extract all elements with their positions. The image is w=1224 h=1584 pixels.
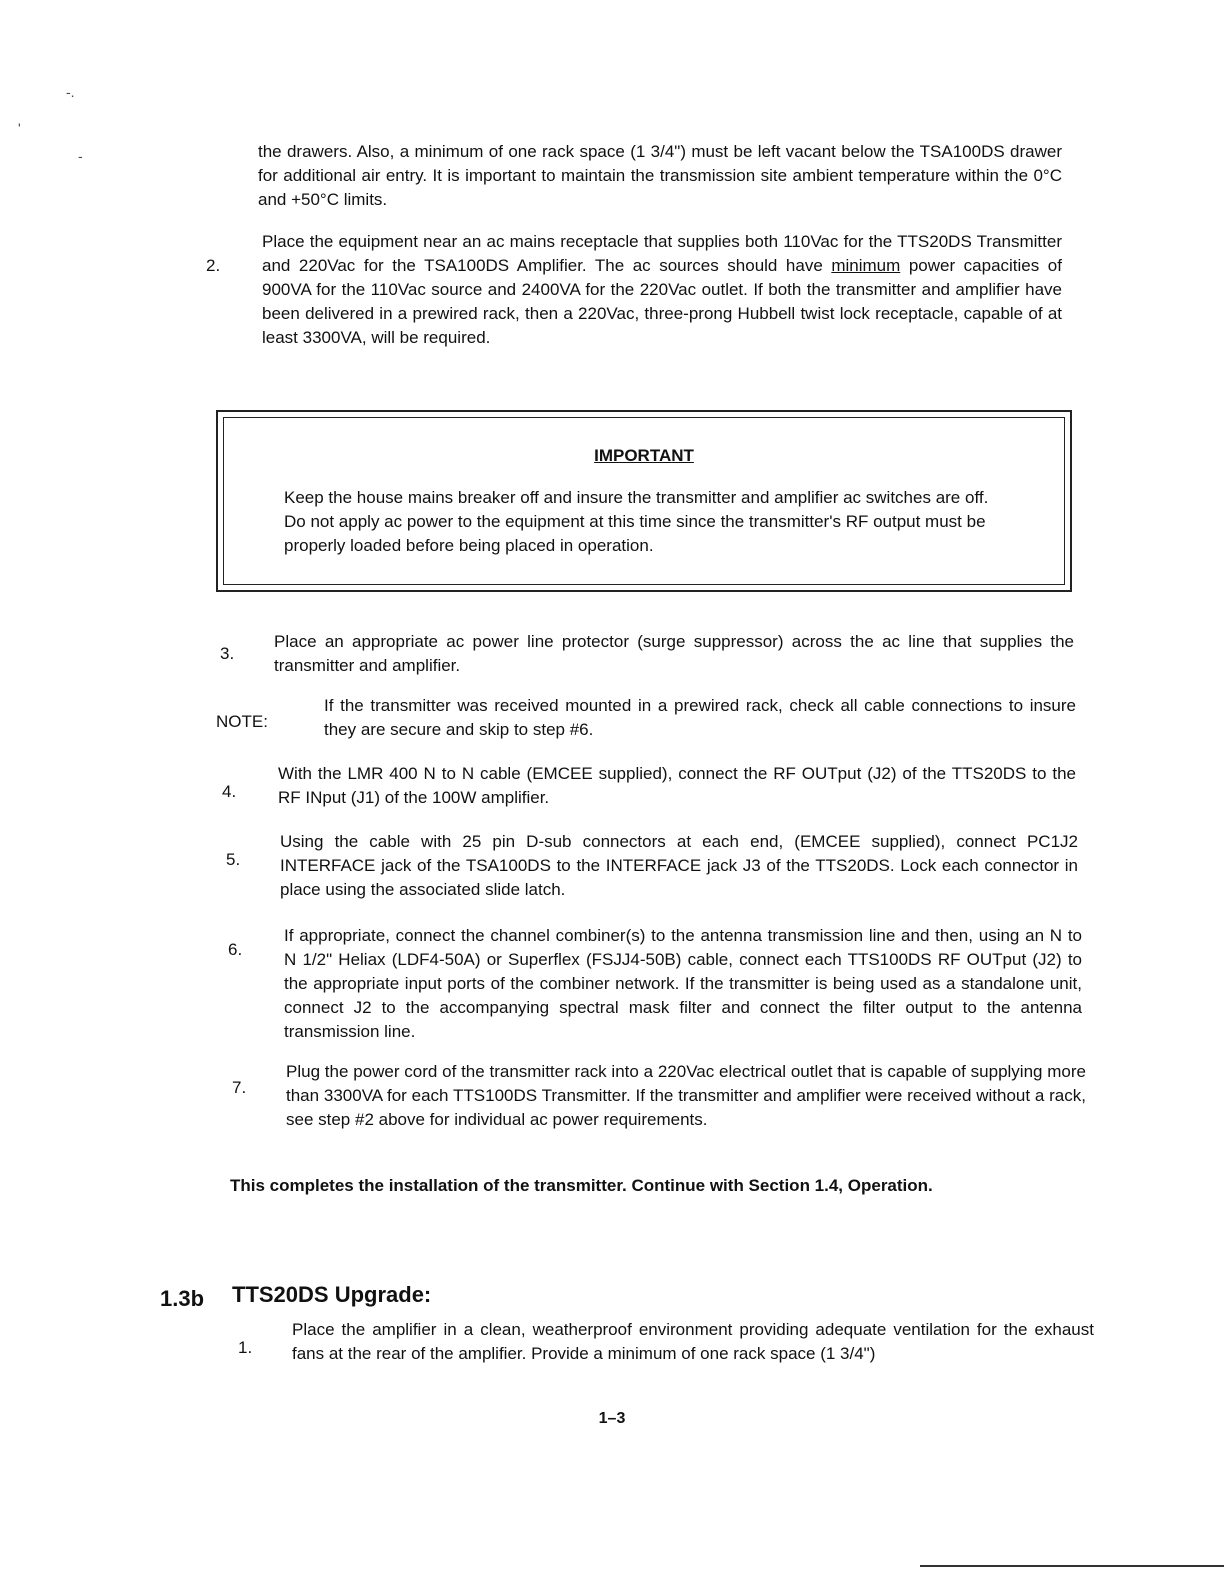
bottom-rule (920, 1565, 1224, 1567)
page-number: 1–3 (598, 1410, 626, 1427)
step-number: 6. (228, 940, 243, 959)
margin-mark: ' (18, 120, 21, 136)
note-text: If the transmitter was received mounted in a prewired rack, check all cable connections to insure they are secure and skip to step #6. (324, 696, 1076, 739)
completion-note: This completes the installation of the transmitter. Continue with Section 1.4, Operation. (230, 1176, 933, 1195)
step-4-text: With the LMR 400 N to N cable (EMCEE supplied), connect the RF OUTput (J2) of the TTS20DS to the RF INput (J1) of the 100W amplifier. (278, 764, 1076, 807)
margin-mark: - (78, 148, 83, 164)
step-number: 2. (206, 256, 221, 275)
step-3-text: Place an appropriate ac power line protector (surge suppressor) across the ac line that supplies the transmitter and amplifier. (274, 632, 1074, 675)
step-2-underlined: minimum (831, 256, 901, 275)
step-5-text: Using the cable with 25 pin D-sub connectors at each end, (EMCEE supplied), connect PC1J2 INTERFACE jack of the TSA100DS to the INTERFACE jack J3 of the TTS20DS. Lock each connector in place using the associated slide latch. (280, 832, 1078, 899)
step-2-text-a: Place the equipment near an ac mains receptacle that supplies both 110Vac for the TTS20DS Transmitter and 220Vac for the TSA100DS Amplifier. The ac sources should have (262, 232, 1062, 275)
step-number: 4. (222, 782, 237, 801)
step-number: 7. (232, 1078, 247, 1097)
step-2-text (262, 230, 1062, 350)
important-heading: IMPORTANT (594, 446, 694, 465)
step-7-text: Plug the power cord of the transmitter rack into a 220Vac electrical outlet that is capable of supplying more than 3300VA for each TTS100DS Transmitter. If the transmitter and amplifier were received without a rack, see step #2 above for individual ac power requirements. (286, 1062, 1086, 1129)
step-number: 5. (226, 850, 241, 869)
step-number: 3. (220, 644, 235, 663)
step-2-text-b: power capacities of 900VA for the 110Vac source and 2400VA for the 220Vac outlet. If both the transmitter and amplifier have been delivered in a prewired rack, then a 220Vac, three-prong Hubbell twist lock receptacle, capable of at least 3300VA, will be required. (262, 256, 1062, 347)
important-text: Keep the house mains breaker off and insure the transmitter and amplifier ac switches are off. Do not apply ac power to the equipment at this time since the transmitter's RF output must be properly loaded before being placed in operation. (284, 488, 989, 555)
note-label: NOTE: (216, 712, 268, 731)
upgrade-step-1-text: Place the amplifier in a clean, weatherproof environment providing adequate ventilation for the exhaust fans at the rear of the amplifier. Provide a minimum of one rack space (1 3/4") (292, 1320, 1094, 1363)
step-number: 1. (238, 1338, 253, 1357)
margin-mark: -. (66, 84, 75, 100)
important-box-inner (223, 417, 1065, 585)
important-box (216, 410, 1072, 592)
section-title: TTS20DS Upgrade: (232, 1282, 432, 1307)
step-6-text: If appropriate, connect the channel combiner(s) to the antenna transmission line and then, using an N to N 1/2" Heliax (LDF4-50A) or Superflex (FSJJ4-50B) cable, connect each TTS100DS RF OUTput (J2) to the appropriate input ports of the combiner network. If the transmitter is being used as a standalone unit, connect J2 to the accompanying spectral mask filter and connect the filter output to the antenna transmission line. (284, 926, 1082, 1041)
section-number: 1.3b (160, 1286, 205, 1311)
intro-paragraph: the drawers. Also, a minimum of one rack space (1 3/4") must be left vacant below the TSA100DS drawer for additional air entry. It is important to maintain the transmission site ambient temperature within the 0°C and +50°C limits. (258, 142, 1062, 209)
